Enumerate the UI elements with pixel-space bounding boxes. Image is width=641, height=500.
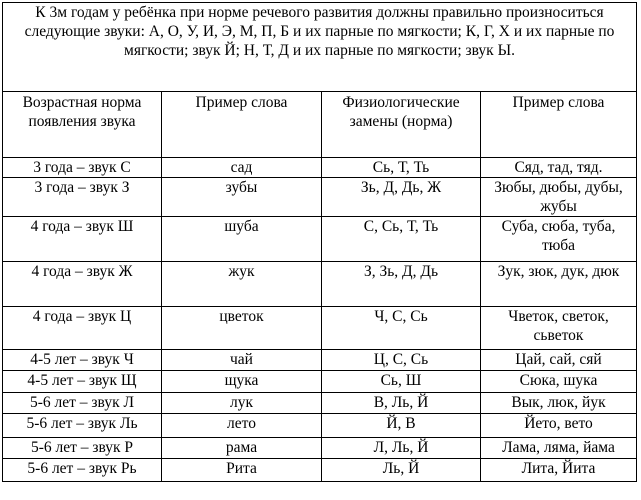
table-row <box>3 307 637 350</box>
substitution-cell: Ль, Й <box>322 459 481 482</box>
examples-cell: Лита, Йита <box>481 459 637 482</box>
table-row <box>3 393 637 414</box>
table-row <box>3 158 637 178</box>
word-cell: жук <box>162 262 322 307</box>
age-cell: 5-6 лет – звук Р <box>3 438 162 459</box>
age-cell: 5-6 лет – звук Ль <box>3 414 162 438</box>
table-row <box>3 438 637 459</box>
examples-cell: Зюбы, дюбы, дубы, жубы <box>481 178 637 217</box>
word-cell: рама <box>162 438 322 459</box>
substitution-cell: В, Ль, Й <box>322 393 481 414</box>
table-row <box>3 262 637 307</box>
header-age-norm: Возрастная норма появления звука <box>3 92 162 158</box>
intro-row <box>3 3 637 92</box>
examples-cell: Чветок, светок, сьветок <box>481 307 637 350</box>
word-cell: чай <box>162 350 322 371</box>
examples-cell: Лама, ляма, йама <box>481 438 637 459</box>
examples-cell: Сяд, тад, тяд. <box>481 158 637 178</box>
speech-norms-table <box>2 2 637 482</box>
intro-text: К 3м годам у ребёнка при норме речевого развития должны правильно произноситься следующие звуки: А, О, У, И, Э, М, П, Б и их парные по мягкости; К, Г, Х и их парные по мягкости; звук Й; Н, Т, Д и их парные по мягкости; звук Ы. <box>3 3 637 92</box>
examples-cell: Цай, сай, сяй <box>481 350 637 371</box>
examples-cell: Суба, сюба, туба, тюба <box>481 217 637 262</box>
word-cell: зубы <box>162 178 322 217</box>
table-row <box>3 217 637 262</box>
age-cell: 4 года – звук Ж <box>3 262 162 307</box>
table-row <box>3 414 637 438</box>
substitution-cell: С, Сь, Т, Ть <box>322 217 481 262</box>
table-row <box>3 371 637 393</box>
word-cell: сад <box>162 158 322 178</box>
age-cell: 5-6 лет – звук Рь <box>3 459 162 482</box>
substitution-cell: Й, В <box>322 414 481 438</box>
examples-cell: Зук, зюк, дук, дюк <box>481 262 637 307</box>
header-row <box>3 92 637 158</box>
table-row <box>3 350 637 371</box>
word-cell: Рита <box>162 459 322 482</box>
age-cell: 4-5 лет – звук Щ <box>3 371 162 393</box>
header-substitutions: Физиологические замены (норма) <box>322 92 481 158</box>
word-cell: лук <box>162 393 322 414</box>
header-substitution-examples: Пример слова <box>481 92 637 158</box>
age-cell: 4 года – звук Ц <box>3 307 162 350</box>
examples-cell: Вык, люк, йук <box>481 393 637 414</box>
age-cell: 4 года – звук Ш <box>3 217 162 262</box>
age-cell: 3 года – звук З <box>3 178 162 217</box>
substitution-cell: Л, Ль, Й <box>322 438 481 459</box>
word-cell: лето <box>162 414 322 438</box>
substitution-cell: З, Зь, Д, Дь <box>322 262 481 307</box>
word-cell: щука <box>162 371 322 393</box>
substitution-cell: Сь, Т, Ть <box>322 158 481 178</box>
examples-cell: Йето, вето <box>481 414 637 438</box>
table-row <box>3 178 637 217</box>
substitution-cell: Зь, Д, Дь, Ж <box>322 178 481 217</box>
substitution-cell: Ч, С, Сь <box>322 307 481 350</box>
word-cell: шуба <box>162 217 322 262</box>
examples-cell: Сюка, шука <box>481 371 637 393</box>
age-cell: 5-6 лет – звук Л <box>3 393 162 414</box>
header-word-example: Пример слова <box>162 92 322 158</box>
substitution-cell: Ц, С, Сь <box>322 350 481 371</box>
age-cell: 4-5 лет – звук Ч <box>3 350 162 371</box>
substitution-cell: Сь, Ш <box>322 371 481 393</box>
age-cell: 3 года – звук С <box>3 158 162 178</box>
word-cell: цветок <box>162 307 322 350</box>
table-row <box>3 459 637 482</box>
